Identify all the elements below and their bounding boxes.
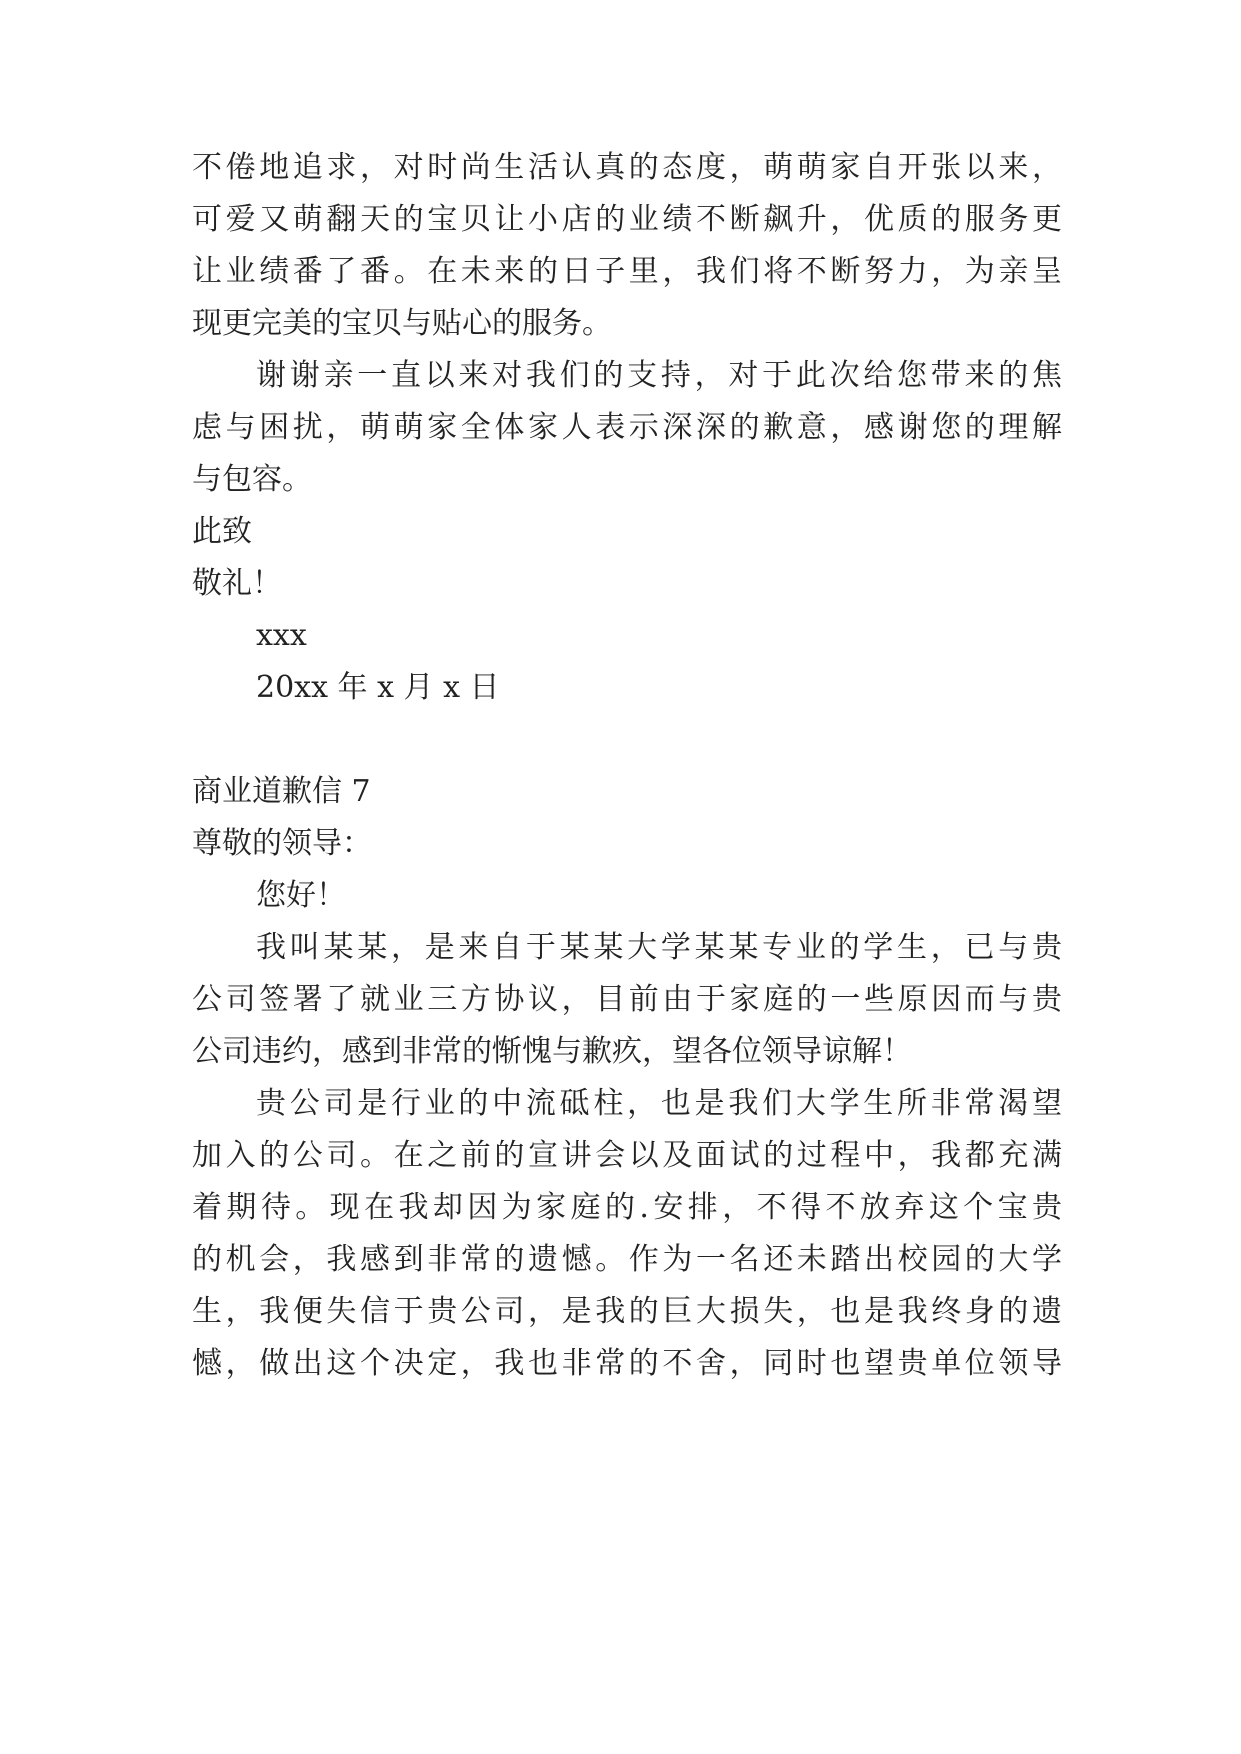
paragraph-line: 谢谢亲一直以来对我们的支持，对于此次给您带来的焦 — [256, 358, 1062, 393]
salutation: 尊敬的领导： — [192, 826, 372, 861]
paragraph-line: 着期待。现在我却因为家庭的.安排，不得不放弃这个宝贵 — [192, 1190, 1062, 1225]
paragraph-line: 公司签署了就业三方协议，目前由于家庭的一些原因而与贵 — [192, 982, 1062, 1017]
paragraph-line: 贵公司是行业的中流砥柱，也是我们大学生所非常渴望 — [256, 1086, 1062, 1121]
closing-line: 此致 — [192, 514, 252, 549]
paragraph-line: 憾，做出这个决定，我也非常的不舍，同时也望贵单位领导 — [192, 1346, 1062, 1381]
paragraph-line: 现更完美的宝贝与贴心的服务。 — [192, 306, 612, 341]
paragraph-line: 可爱又萌翻天的宝贝让小店的业绩不断飙升，优质的服务更 — [192, 202, 1062, 237]
date: 20xx 年 x 月 x 日 — [256, 670, 500, 705]
letter-title: 商业道歉信 7 — [192, 774, 371, 809]
paragraph-line: 生，我便失信于贵公司，是我的巨大损失，也是我终身的遗 — [192, 1294, 1062, 1329]
paragraph-line: 的机会，我感到非常的遗憾。作为一名还未踏出校园的大学 — [192, 1242, 1062, 1277]
paragraph-line: 不倦地追求，对时尚生活认真的态度，萌萌家自开张以来， — [192, 150, 1062, 185]
paragraph-line: 加入的公司。在之前的宣讲会以及面试的过程中，我都充满 — [192, 1138, 1062, 1173]
greeting: 您好！ — [256, 878, 346, 913]
paragraph-line: 我叫某某，是来自于某某大学某某专业的学生，已与贵 — [256, 930, 1062, 965]
paragraph-line: 虑与困扰，萌萌家全体家人表示深深的歉意，感谢您的理解 — [192, 410, 1062, 445]
paragraph-line: 公司违约，感到非常的惭愧与歉疚，望各位领导谅解！ — [192, 1034, 912, 1069]
paragraph-line: 与包容。 — [192, 462, 312, 497]
paragraph-line: 让业绩番了番。在未来的日子里，我们将不断努力，为亲呈 — [192, 254, 1062, 289]
closing-line: 敬礼！ — [192, 566, 282, 601]
signer: xxx — [256, 618, 307, 653]
